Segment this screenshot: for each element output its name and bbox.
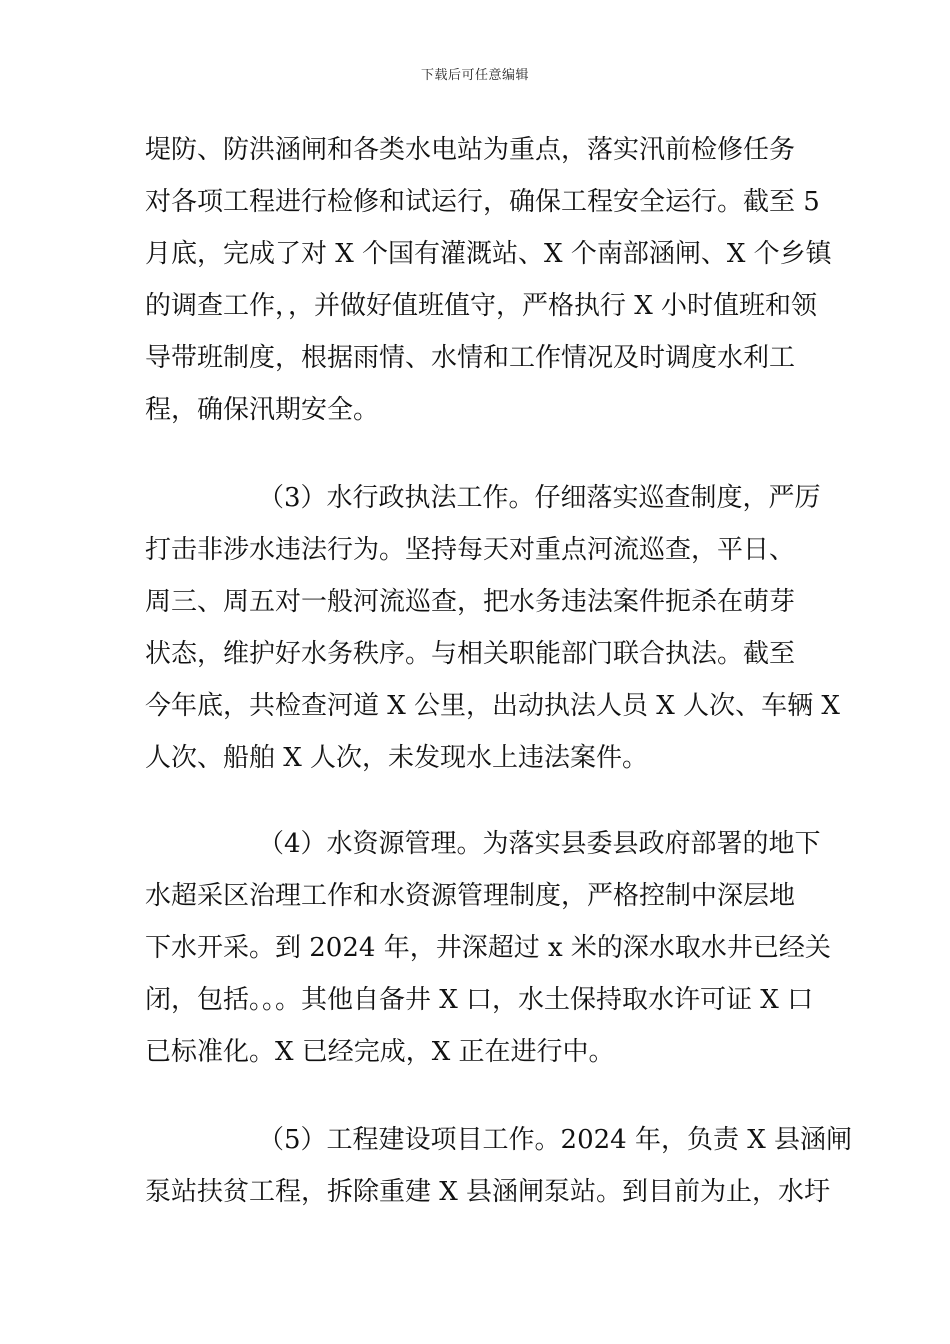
text-line: 打击非涉水违法行为。坚持每天对重点河流巡查，平日、 xyxy=(145,535,796,565)
paragraph-flood-control xyxy=(145,124,832,436)
text-line: 周三、周五对一般河流巡查，把水务违法案件扼杀在萌芽 xyxy=(145,587,796,617)
text-line-indented: （4）水资源管理。为落实县委县政府部署的地下 xyxy=(258,829,821,859)
paragraph-construction-projects xyxy=(145,1114,853,1218)
paragraph-water-resources xyxy=(145,818,831,1078)
text-line: 人次、船舶 X 人次，未发现水上违法案件。 xyxy=(145,743,649,773)
text-line: 泵站扶贫工程，拆除重建 X 县涵闸泵站。到目前为止，水圩 xyxy=(145,1177,831,1207)
text-line: 今年底，共检查河道 X 公里，出动执法人员 X 人次、车辆 X xyxy=(145,691,840,721)
text-line-indented: （3）水行政执法工作。仔细落实巡查制度，严厉 xyxy=(258,483,821,513)
text-line: 堤防、防洪涵闸和各类水电站为重点，落实汛前检修任务 xyxy=(145,135,796,165)
text-line: 下水开采。到 2024 年，井深超过 x 米的深水取水井已经关 xyxy=(145,933,831,963)
text-line: 已标准化。X 已经完成，X 正在进行中。 xyxy=(145,1037,615,1067)
text-line: 对各项工程进行检修和试运行，确保工程安全运行。截至 5 xyxy=(145,187,820,217)
text-line: 月底，完成了对 X 个国有灌溉站、X 个南部涵闸、X 个乡镇 xyxy=(145,239,832,269)
text-line: 导带班制度，根据雨情、水情和工作情况及时调度水利工 xyxy=(145,343,796,373)
text-line: 的调查工作，，并做好值班值守，严格执行 X 小时值班和领 xyxy=(145,291,818,321)
text-line: 闭，包括。。。其他自备井 X 口，水土保持取水许可证 X 口 xyxy=(145,985,814,1015)
text-line: 状态，维护好水务秩序。与相关职能部门联合执法。截至 xyxy=(145,639,796,669)
page-header: 下载后可任意编辑 xyxy=(420,68,529,83)
text-line: 程，确保汛期安全。 xyxy=(145,395,380,425)
paragraph-law-enforcement xyxy=(145,472,840,784)
text-line-indented: （5）工程建设项目工作。2024 年，负责 X 县涵闸 xyxy=(258,1125,853,1155)
text-line: 水超采区治理工作和水资源管理制度，严格控制中深层地 xyxy=(145,881,796,911)
